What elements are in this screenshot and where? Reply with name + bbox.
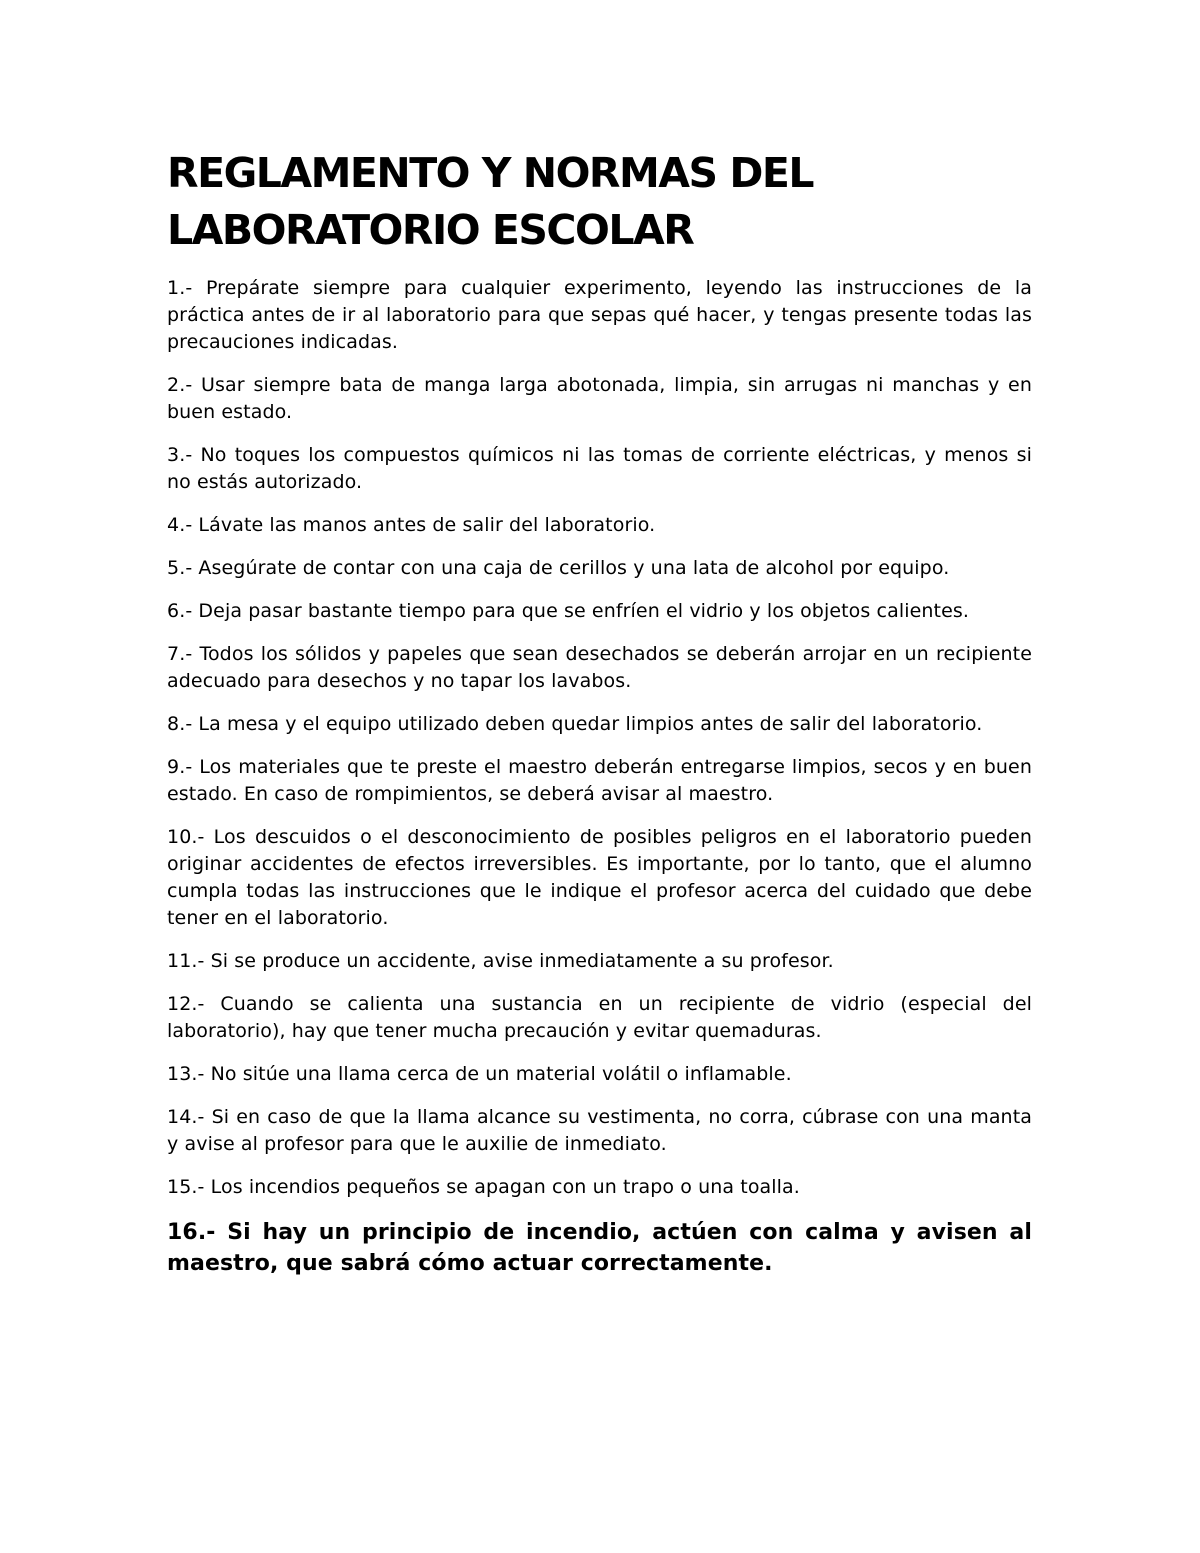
rule-15: 15.- Los incendios pequeños se apagan con un trapo o una toalla. (167, 1176, 800, 1198)
rule-16: 16.- Si hay un principio de incendio, actúen con calma y avisen al maestro, que sabrá cómo actuar correctamente. (167, 1220, 1032, 1276)
rule-5: 5.- Asegúrate de contar con una caja de cerillos y una lata de alcohol por equipo. (167, 557, 950, 579)
document-title (167, 145, 1032, 259)
title-line-2: LABORATORIO ESCOLAR (167, 206, 694, 254)
rule-9: 9.- Los materiales que te preste el maestro deberán entregarse limpios, secos y en buen estado. En caso de rompimientos, se deberá avisar al maestro. (167, 756, 1032, 805)
rule-8: 8.- La mesa y el equipo utilizado deben quedar limpios antes de salir del laboratorio. (167, 713, 983, 735)
document-page (167, 145, 1032, 1295)
rule-3: 3.- No toques los compuestos químicos ni las tomas de corriente eléctricas, y menos si no estás autorizado. (167, 444, 1032, 493)
rule-6: 6.- Deja pasar bastante tiempo para que se enfríen el vidrio y los objetos calientes. (167, 600, 969, 622)
rule-2: 2.- Usar siempre bata de manga larga abotonada, limpia, sin arrugas ni manchas y en buen estado. (167, 374, 1032, 423)
rule-12: 12.- Cuando se calienta una sustancia en un recipiente de vidrio (especial del laboratorio), hay que tener mucha precaución y evitar quemaduras. (167, 993, 1032, 1042)
rule-14: 14.- Si en caso de que la llama alcance su vestimenta, no corra, cúbrase con una manta y avise al profesor para que le auxilie de inmediato. (167, 1106, 1032, 1155)
rule-10: 10.- Los descuidos o el desconocimiento de posibles peligros en el laboratorio pueden originar accidentes de efectos irreversibles. Es importante, por lo tanto, que el alumno cumpla todas las instrucciones que le indique el profesor acerca del cuidado que debe tener en el laboratorio. (167, 826, 1032, 929)
rule-7: 7.- Todos los sólidos y papeles que sean desechados se deberán arrojar en un recipiente adecuado para desechos y no tapar los lavabos. (167, 643, 1032, 692)
rule-11: 11.- Si se produce un accidente, avise inmediatamente a su profesor. (167, 950, 834, 972)
rule-4: 4.- Lávate las manos antes de salir del laboratorio. (167, 514, 656, 536)
title-line-1: REGLAMENTO Y NORMAS DEL (167, 149, 814, 197)
rule-13: 13.- No sitúe una llama cerca de un material volátil o inflamable. (167, 1063, 792, 1085)
rule-1: 1.- Prepárate siempre para cualquier experimento, leyendo las instrucciones de la práctica antes de ir al laboratorio para que sepas qué hacer, y tengas presente todas las precauciones indicadas. (167, 277, 1032, 353)
